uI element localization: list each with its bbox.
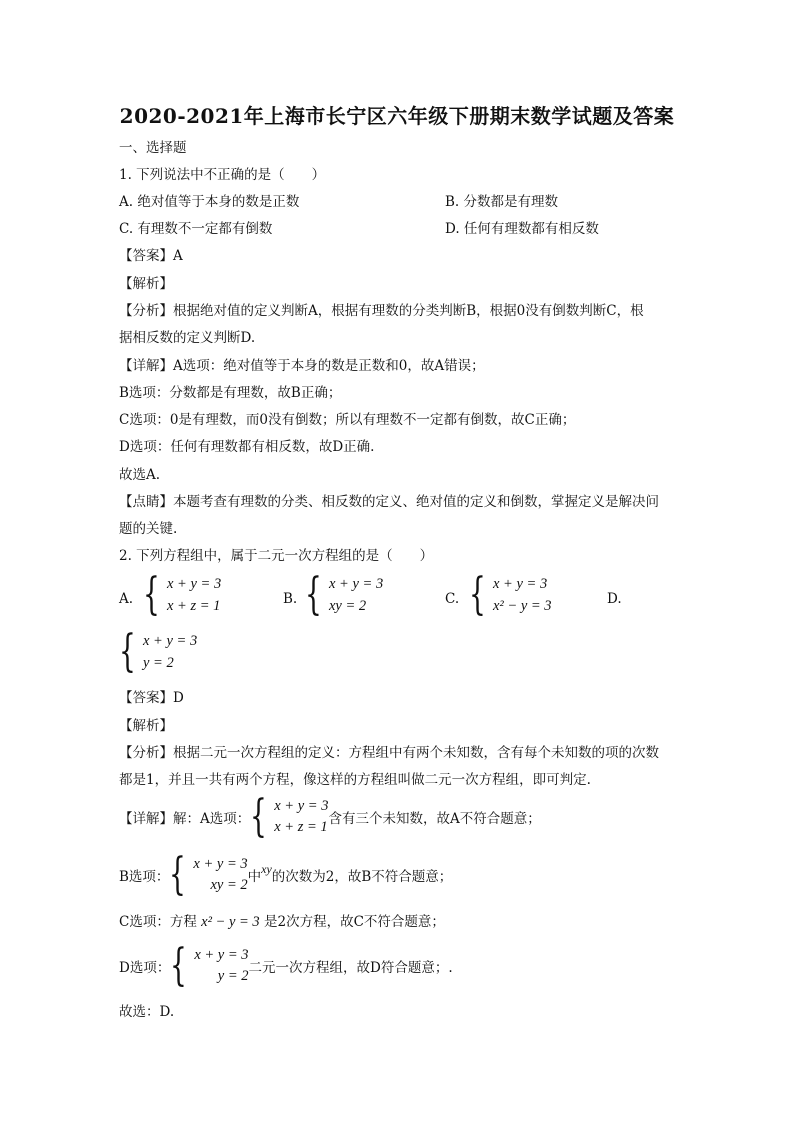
q1-option-b: B. 分数都是有理数 [445,194,559,210]
q1-dianjing-line1: 【点睛】本题考查有理数的分类、相反数的定义、绝对值的定义和倒数，掌握定义是解决问 [119,494,659,510]
q2-detail-d [119,940,453,991]
equation: x + y = 3 [274,798,329,814]
q2-option-d-label: D. [607,591,622,607]
equation: x + z = 1 [274,819,328,835]
detail-d-suffix: 二元一次方程组，故D符合题意；. [248,960,453,976]
q1-fenxi-line2: 据相反数的定义判断D. [119,330,256,346]
brace-icon: { [305,569,322,620]
detail-a-prefix: 【详解】解：A选项： [119,811,251,827]
detail-c-suffix: 是2次方程，故C不符合题意； [263,914,445,930]
q1-fenxi-line1: 【分析】根据绝对值的定义判断A，根据有理数的分类判断B，根据0没有倒数判断C，根 [119,303,644,319]
q2-detail-a [119,791,541,842]
brace-icon: { [143,569,160,620]
q2-fenxi-line1: 【分析】根据二元一次方程组的定义：方程组中有两个未知数，含有每个未知数的项的次数 [119,745,659,761]
q1-choose: 故选A. [119,467,161,483]
equation: x + y = 3 [493,576,548,592]
detail-b-term: xy [261,861,272,876]
q1-analysis-heading: 【解析】 [119,276,173,292]
q2-option-b-label: B. [283,591,298,607]
q2-option-d-system [119,626,198,677]
brace-icon: { [250,791,268,842]
q1-detail-line4: D选项：任何有理数都有相反数，故D正确. [119,439,375,455]
equation: xy = 2 [210,877,248,893]
equation: x + y = 3 [329,576,384,592]
detail-b-mid: 中 [247,869,262,885]
q2-option-c-label: C. [445,591,460,607]
detail-d-prefix: D选项： [119,960,171,976]
q1-detail-line3: C选项：0是有理数，而0没有倒数；所以有理数不一定都有倒数，故C正确； [119,412,576,428]
detail-c-prefix: C选项：方程 [119,914,197,930]
detail-b-suffix: 的次数为2，故B不符合题意； [271,869,453,885]
q2-option-a-system [143,569,222,620]
equation: x + y = 3 [193,856,248,872]
q2-stem: 2. 下列方程组中，属于二元一次方程组的是（ ） [119,548,434,564]
equation: xy = 2 [329,598,367,614]
brace-icon: { [170,940,188,991]
detail-b-prefix: B选项： [119,869,170,885]
detail-c-expression: x² − y = 3 [201,914,260,930]
q2-choose: 故选：D. [119,1004,175,1020]
equation: x² − y = 3 [493,598,552,614]
equation: x + y = 3 [143,633,198,649]
q2-detail-b [119,849,453,900]
brace-icon: { [469,569,486,620]
equation: y = 2 [217,968,249,984]
q1-stem: 1. 下列说法中不正确的是（ ） [119,167,326,183]
q1-option-c: C. 有理数不一定都有倒数 [119,221,273,237]
q2-option-a-label: A. [119,591,134,607]
q1-detail-line1: 【详解】A选项：绝对值等于本身的数是正数和0，故A错误； [119,358,485,374]
q2-detail-c [119,913,445,931]
q1-option-a: A. 绝对值等于本身的数是正数 [119,194,300,210]
q1-detail-line2: B选项：分数都是有理数，故B正确； [119,385,342,401]
q2-option-b-system [305,569,384,620]
q1-option-d: D. 任何有理数都有相反数 [445,221,599,237]
q1-dianjing-line2: 题的关键. [119,521,178,537]
equation: x + y = 3 [167,576,222,592]
q2-answer: 【答案】D [119,690,184,706]
equation: x + y = 3 [194,947,249,963]
q2-option-c-system [469,569,552,620]
section-heading: 一、选择题 [119,140,187,156]
q2-fenxi-line2: 都是1，并且一共有两个方程，像这样的方程组叫做二元一次方程组，即可判定. [119,772,591,788]
page-title: 2020-2021年上海市长宁区六年级下册期末数学试题及答案 [119,104,675,128]
equation: y = 2 [143,655,174,671]
detail-a-suffix: 含有三个未知数，故A不符合题意； [328,811,541,827]
q1-answer: 【答案】A [119,248,183,264]
brace-icon: { [119,626,136,677]
q2-analysis-heading: 【解析】 [119,718,173,734]
equation: x + z = 1 [167,598,221,614]
brace-icon: { [169,849,187,900]
